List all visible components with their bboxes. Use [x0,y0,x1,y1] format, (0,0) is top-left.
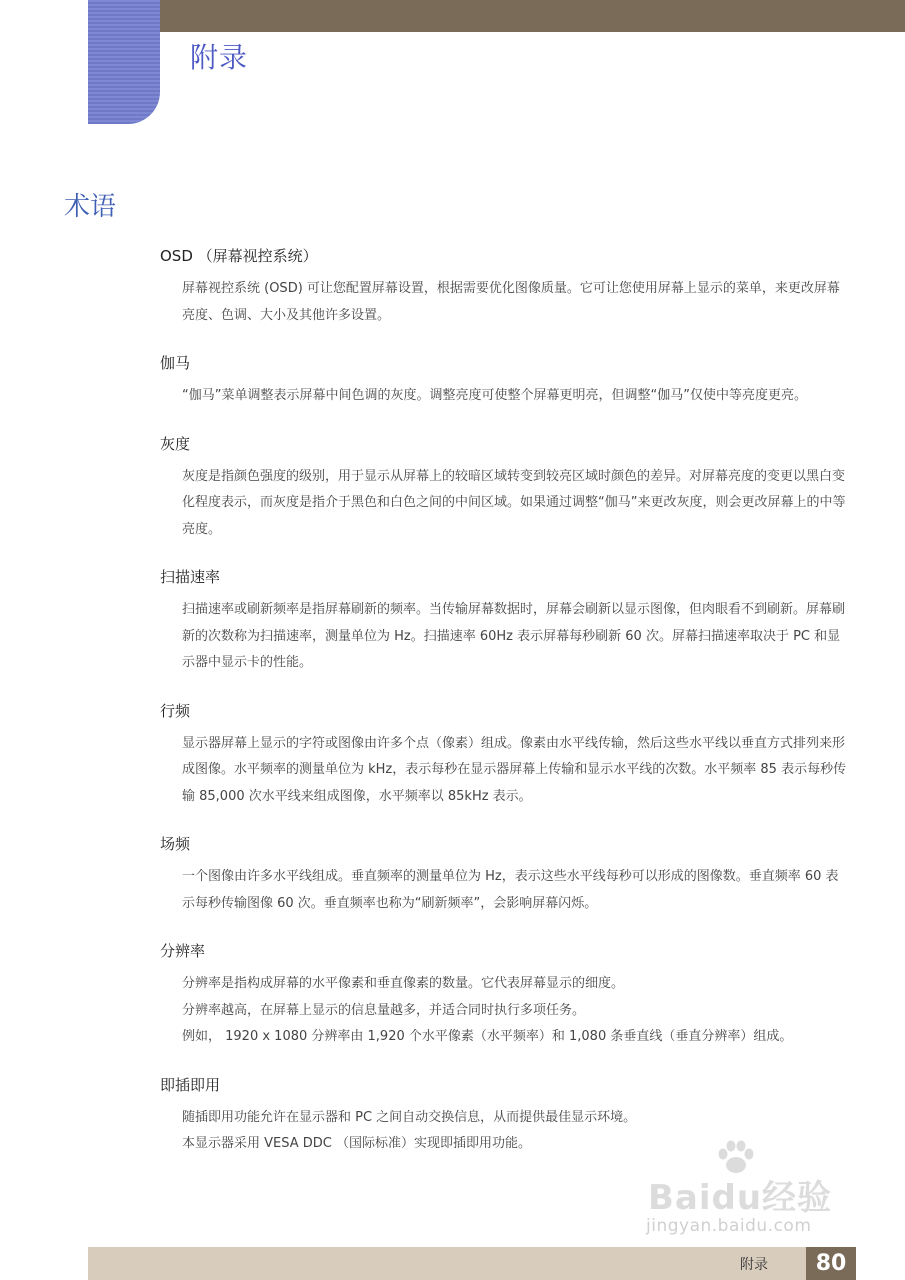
term-title: OSD （屏幕视控系统） [160,247,318,265]
watermark-logo-text: Baidu经验 [648,1178,833,1218]
term-paragraph: “伽马”菜单调整表示屏幕中间色调的灰度。调整亮度可使整个屏幕更明亮，但调整“伽马”仅使中等亮度更亮。 [182,388,807,403]
term-paragraph: 本显示器采用 VESA DDC （国际标准）实现即插即用功能。 [182,1136,531,1151]
term-title: 场频 [160,835,191,853]
watermark-url: jingyan.baidu.com [646,1216,812,1236]
page-number: 80 [806,1247,856,1280]
term-paragraph: 随插即用功能允许在显示器和 PC 之间自动交换信息，从而提供最佳显示环境。 [182,1109,637,1125]
term-paragraph: 屏幕视控系统 (OSD) 可让您配置屏幕设置，根据需要优化图像质量。它可让您使用屏幕上显示的菜单，来更改屏幕亮度、色调、大小及其他许多设置。 [182,281,840,323]
term-paragraph: 分辨率是指构成屏幕的水平像素和垂直像素的数量。它代表屏幕显示的细度。 [182,976,625,991]
term-osd [160,244,850,329]
baidu-watermark [640,1140,850,1240]
section-title: 术语 [64,192,117,222]
term-grayscale [160,432,850,544]
term-paragraph: 显示器屏幕上显示的字符或图像由许多个点（像素）组成。像素由水平线传输，然后这些水平线以垂直方式排列来形成图像。水平频率的测量单位为 kHz，表示每秒在显示器屏幕上传输和显示水平线的次数。水平频率 85 表示每秒传输 85,000 次水平线来组成图像，水平频率以 85kHz 表示。 [182,735,847,804]
term-paragraph: 一个图像由许多水平线组成。垂直频率的测量单位为 Hz，表示这些水平线每秒可以形成的图像数。垂直频率 60 表示每秒传输图像 60 次。垂直频率也称为“刷新频率”，会影响屏幕闪烁。 [182,869,839,911]
term-scan-rate [160,565,850,677]
footer-bar [88,1247,816,1280]
top-header-bar [160,0,905,32]
term-horizontal-frequency [160,699,850,811]
term-paragraph: 扫描速率或刷新频率是指屏幕刷新的频率。当传输屏幕数据时，屏幕会刷新以显示图像，但肉眼看不到刷新。屏幕刷新的次数称为扫描速率，测量单位为 Hz。扫描速率 60Hz 表示屏幕每秒刷新 60 次。屏幕扫描速率取决于 PC 和显示器中显示卡的性能。 [182,602,846,670]
footer-section-label: 附录 [740,1257,768,1273]
chapter-tab [88,0,160,124]
term-title: 即插即用 [160,1075,221,1094]
term-title: 扫描速率 [160,568,221,586]
term-gamma [160,351,850,410]
term-paragraph: 例如， 1920 x 1080 分辨率由 1,920 个水平像素（水平频率）和 1,080 条垂直线（垂直分辨率）组成。 [182,1029,793,1044]
term-title: 行频 [160,701,191,720]
term-paragraph: 灰度是指颜色强度的级别，用于显示从屏幕上的较暗区域转变到较亮区域时颜色的差异。对屏幕亮度的变更以黑白变化程度表示，而灰度是指介于黑色和白色之间的中间区域。如果通过调整“伽马”来更改灰度，则会更改屏幕上的中等亮度。 [182,468,846,537]
chapter-title: 附录 [190,41,249,74]
term-vertical-frequency [160,832,850,917]
term-title: 分辨率 [160,942,206,960]
glossary-list [160,244,850,1180]
term-resolution [160,939,850,1051]
term-paragraph: 分辨率越高，在屏幕上显示的信息量越多，并适合同时执行多项任务。 [182,1002,586,1018]
term-title: 灰度 [160,434,191,453]
term-title: 伽马 [160,354,191,372]
